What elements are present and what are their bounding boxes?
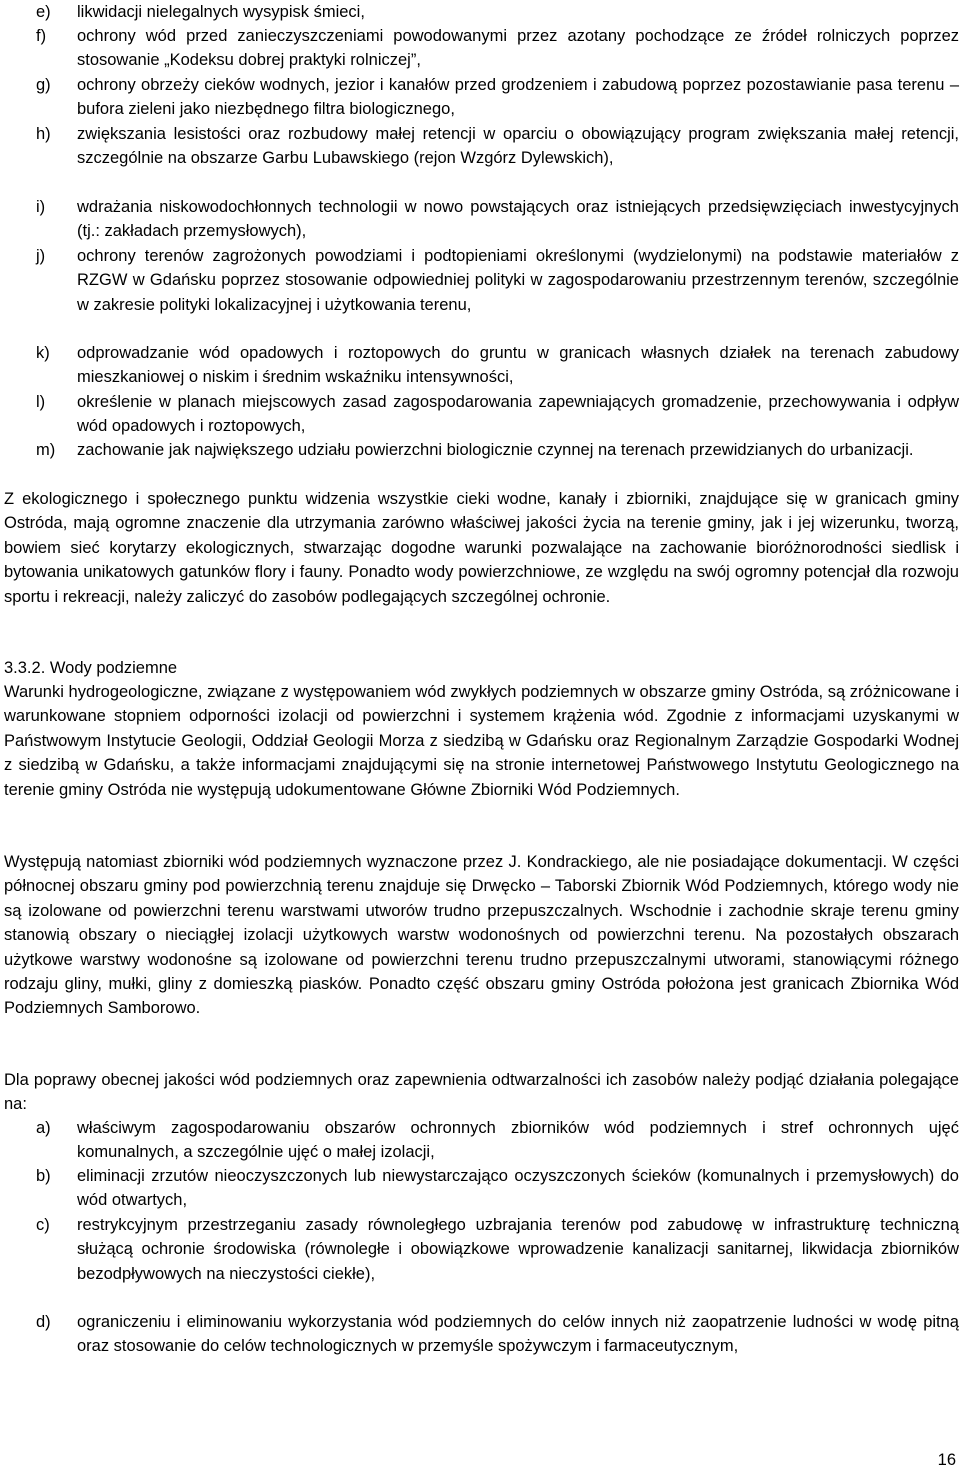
- list-item-text: wdrażania niskowodochłonnych technologii w nowo powstających oraz istniejących przedsięwzięciach inwestycyjnych (tj.: zakładach przemysłowych),: [77, 198, 959, 241]
- list-item: [4, 438, 959, 462]
- list-marker: d): [36, 1313, 51, 1331]
- list-item: [4, 244, 959, 317]
- list-marker: k): [36, 344, 50, 362]
- list-item-text: zwiększania lesistości oraz rozbudowy małej retencji w oparciu o obowiązujący program zwiększania małej retencji, szczególnie na obszarze Garbu Lubawskiego (rejon Wzgórz Dylewskich),: [77, 125, 959, 168]
- list-item: [4, 73, 959, 122]
- list-marker: a): [36, 1119, 51, 1137]
- page-number: 16: [937, 1451, 956, 1469]
- list-item: [4, 1164, 959, 1213]
- list-marker: h): [36, 125, 51, 143]
- paragraph-ecology: Z ekologicznego i społecznego punktu widzenia wszystkie cieki wodne, kanały i zbiorniki, znajdujące się w granicach gminy Ostróda, mają ogromne znaczenie dla utrzymania zarówno właściwej jakości życia na terenie gminy, jak i jej wizerunku, tworzą, bowiem sieć korytarzy ekologicznych, stwarzając dogodne warunki pozwalające na zachowanie bioróżnorodności siedlisk i bytowania unikatowych gatunków flory i fauny. Ponadto wody powierzchniowe, ze względu na swój ogromny potencjał dla rozwoju sportu i rekreacji, należy zaliczyć do zasobów podlegających szczególnej ochronie.: [4, 490, 959, 606]
- list-item-text: zachowanie jak największego udziału powierzchni biologicznie czynnej na terenach przewidzianych do urbanizacji.: [77, 441, 914, 459]
- list-item: [4, 341, 959, 390]
- list-item-text: eliminacji zrzutów nieoczyszczonych lub niewystarczająco oczyszczonych ścieków (komunalnych i przemysłowych) do wód otwartych,: [77, 1167, 959, 1210]
- list-item: [4, 122, 959, 171]
- list-item-text: odprowadzanie wód opadowych i roztopowych do gruntu w granicach własnych działek na terenach zabudowy mieszkaniowej o niskim i średnim wskaźniku intensywności,: [77, 344, 959, 387]
- list-item: [4, 390, 959, 439]
- list-item-text: ograniczeniu i eliminowaniu wykorzystania wód podziemnych do celów innych niż zaopatrzenie ludności w wodę pitną oraz stosowanie do celów technologicznych w przemyśle spożywczym i farmaceutycznym,: [77, 1313, 959, 1356]
- list-item-text: określenie w planach miejscowych zasad zagospodarowania zapewniających gromadzenie, przechowywania i odpływ wód opadowych i roztopowych,: [77, 393, 959, 436]
- list-item-text: ochrony wód przed zanieczyszczeniami powodowanymi przez azotany pochodzące ze źródeł rolniczych poprzez stosowanie „Kodeksu dobrej praktyki rolniczej”,: [77, 27, 959, 70]
- list-marker: e): [36, 3, 51, 21]
- list-marker: c): [36, 1216, 50, 1234]
- list-marker: b): [36, 1167, 51, 1185]
- list-marker: l): [36, 393, 46, 411]
- list-item: [4, 1213, 959, 1286]
- list-item-text: właściwym zagospodarowaniu obszarów ochronnych zbiorników wód podziemnych i stref ochronnych ujęć komunalnych, a szczególnie ujęć o małej izolacji,: [77, 1119, 959, 1162]
- list-item: [4, 0, 959, 24]
- list-marker: j): [36, 247, 46, 265]
- list-item-text: ochrony obrzeży cieków wodnych, jezior i kanałów przed grodzeniem i zabudową poprzez pozostawianie pasa terenu – bufora zieleni jako niezbędnego filtra biologicznego,: [77, 76, 959, 119]
- section-heading: 3.3.2. Wody podziemne: [4, 659, 178, 677]
- paragraph-hydrogeology: Warunki hydrogeologiczne, związane z występowaniem wód zwykłych podziemnych w obszarze gminy Ostróda, są zróżnicowane i warunkowane stopniem odporności izolacji od powierzchni i systemem krążenia wód. Zgodnie z informacjami uzyskanymi w Państwowym Instytucie Geologii, Oddział Geologii Morza z siedzibą w Gdańsku oraz Regionalnym Zarządzie Gospodarki Wodnej z siedzibą w Gdańsku, a także informacjami znajdującymi się na stronie internetowej Państwowego Instytutu Geologicznego na terenie gminy Ostróda nie występują udokumentowane Główne Zbiorniki Wód Podziemnych.: [4, 683, 959, 799]
- list-marker: g): [36, 76, 51, 94]
- list-item-text: ochrony terenów zagrożonych powodziami i podtopieniami określonymi (wydzielonymi) na podstawie materiałów z RZGW w Gdańsku poprzez stosowanie odpowiedniej polityki w zagospodarowaniu przestrzennym terenów, szczególnie w zakresie polityki lokalizacyjnej i użytkowania terenu,: [77, 247, 959, 314]
- list-item: [4, 1310, 959, 1359]
- list-item: [4, 195, 959, 244]
- list-marker: i): [36, 198, 46, 216]
- paragraph-kondracki: Występują natomiast zbiorniki wód podziemnych wyznaczone przez J. Kondrackiego, ale nie posiadające dokumentacji. W części północnej obszaru gminy pod powierzchnią terenu znajduje się Drwęcko – Taborski Zbiornik Wód Podziemnych, którego wody nie są izolowane od powierzchni terenu warstwami utworów trudno przepuszczalnych. Wschodnie i zachodnie skraje terenu gminy stanowią obszary o nieciągłej izolacji użytkowych warstw wodonośnych od powierzchni terenu. Na pozostałych obszarach użytkowe warstwy wodonośne są izolowane od powierzchni terenu trudno przepuszczalnymi utworami, stanowiącymi różnego rodzaju gliny, mułki, gliny z domieszką piasków. Ponadto część obszaru gminy Ostróda położona jest granicach Zbiornika Wód Podziemnych Samborowo.: [4, 853, 959, 1018]
- list-marker: m): [36, 441, 56, 459]
- list-marker: f): [36, 27, 47, 45]
- list-item: [4, 24, 959, 73]
- list-item: [4, 1116, 959, 1165]
- list-item-text: restrykcyjnym przestrzeganiu zasady równoległego uzbrajania terenów pod zabudowę w infrastrukturę techniczną służącą ochronie środowiska (równoległe i obowiązkowe wprowadzenie kanalizacji sanitarnej, likwidacja zbiorników bezodpływowych na nieczystości ciekłe),: [77, 1216, 959, 1283]
- list-item-text: likwidacji nielegalnych wysypisk śmieci,: [77, 3, 365, 21]
- paragraph-actions-intro: Dla poprawy obecnej jakości wód podziemnych oraz zapewnienia odtwarzalności ich zasobów należy podjąć działania polegające na:: [4, 1071, 959, 1114]
